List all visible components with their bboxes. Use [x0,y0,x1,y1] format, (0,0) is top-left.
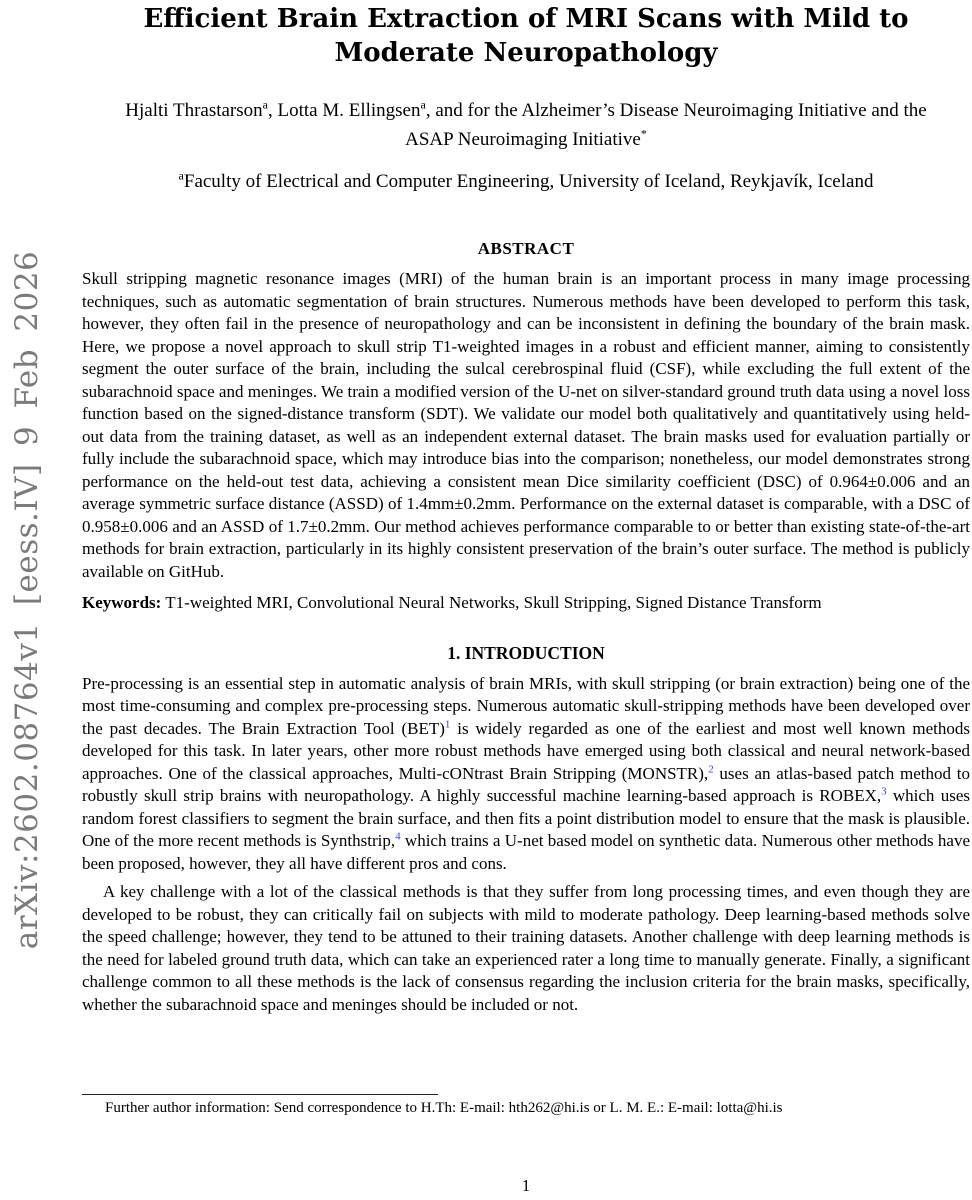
paper-title: Efficient Brain Extraction of MRI Scans with Mild to Moderate Neuropathology [143,4,909,68]
keywords-text: T1-weighted MRI, Convolutional Neural Networks, Skull Stripping, Signed Distance Transform [161,593,822,612]
citation-link-1[interactable]: 1 [444,717,451,730]
author-name-1: Hjalti Thrastarson [125,100,263,121]
footnote-area [82,1094,970,1118]
section-heading-introduction: 1. INTRODUCTION [447,642,605,663]
keywords-label: Keywords: [82,593,162,612]
author-footnote-asterisk: * [640,126,647,141]
citation-link-4[interactable]: 4 [395,830,401,843]
affiliation-text: Faculty of Electrical and Computer Engineering, University of Iceland, Reykjavík, Iceland [183,171,874,192]
footnote-rule [82,1094,438,1095]
author-affiliation-sup-2: a [420,97,426,112]
intro-p1-text-4: which uses random forest classifiers to segment the brain surface, and then fits a point distribution model to ensure that the mask is plausible. One of the more recent methods is Synthstrip, [82,786,970,850]
citation-link-2[interactable]: 2 [708,762,714,775]
footnote-text: Further author information: Send correspondence to H.Th: E-mail: hth262@hi.is or L. M. E.: E-mail: lotta@hi.is [105,1100,783,1116]
intro-p1-text-2: is widely regarded as one of the earliest and most well known methods developed for this task. In later years, other more robust methods have emerged using both classical and neural network-based approaches. One of the classical approaches, Multi-cONtrast Brain Stripping (MONSTR), [82,718,970,783]
citation-link-3[interactable]: 3 [881,785,887,798]
author-line [113,96,939,154]
intro-paragraph-2: A key challenge with a lot of the classical methods is that they suffer from long processing times, and even though they are developed to be robust, they can critically fail on subjects with mild to moderate pathology. Deep learning-based methods solve the speed challenge; however, they tend to be attuned to their training datasets. Another challenge with deep learning methods is the need for labeled ground truth data, which can take an experienced rater a long time to manually generate. Finally, a significant challenge common to all these methods is the lack of consensus regarding the inclusion criteria for the brain masks, specifically, whether the subarachnoid space and meninges should be included or not. [82,882,970,1014]
intro-p1-text-3: uses an atlas-based patch method to robustly skull strip brains with neuropathology. A highly successful machine learning-based approach is ROBEX, [82,763,970,805]
abstract-text: Skull stripping magnetic resonance images (MRI) of the human brain is an important process in many image processing techniques, such as automatic segmentation of brain structures. Numerous methods have been developed to perform this task, however, they often fail in the presence of neuropathology and can be inconsistent in defining the boundary of the brain mask. Here, we propose a novel approach to skull strip T1-weighted images in a robust and efficient manner, aiming to consistently segment the outer surface of the brain, including the sulcal cerebrospinal fluid (CSF), while excluding the full extent of the subarachnoid space and meninges. We train a modified version of the U-net on silver-standard ground truth data using a novel loss function based on the signed-distance transform (SDT). We validate our model both qualitatively and quantitatively using held-out data from the training dataset, as well as an independent external dataset. The brain masks used for evaluation partially or fully include the subarachnoid space, which may introduce bias into the comparison; nonetheless, our model demonstrates strong performance on the held-out test data, achieving a consistent mean Dice similarity coefficient (DSC) of 0.964±0.006 and an average symmetric surface distance (ASSD) of 1.4mm±0.2mm. Performance on the external dataset is comparable, with a DSC of 0.958±0.006 and an ASSD of 1.7±0.2mm. Our method achieves performance comparable to or better than existing state-of-the-art methods for brain extraction, particularly in its highly consistent preservation of the brain’s outer surface. The method is publicly available on GitHub. [82,269,970,581]
affiliation-sup: a [178,168,184,183]
author-line-rest: , and for the Alzheimer’s Disease Neuroimaging Initiative and the ASAP Neuroimaging Initiative [405,100,927,150]
affiliation-line [82,169,970,195]
intro-p1-text-5: which trains a U-net based model on synthetic data. Numerous other methods have been proposed, however, they all have different pros and cons. [82,831,970,873]
paper-content [82,0,970,1016]
keywords-line [82,592,970,615]
arxiv-watermark: arXiv:2602.08764v1 [eess.IV] 9 Feb 2026 [9,250,45,950]
intro-paragraph-1 [82,673,970,876]
page-number: 1 [521,1176,531,1195]
abstract-heading: ABSTRACT [477,239,575,258]
intro-p1-text-1: Pre-processing is an essential step in automatic analysis of brain MRIs, with skull stripping (or brain extraction) being one of the most time-consuming and complex pre-processing steps. Numerous automatic skull-stripping methods have been developed over the past decades. The Brain Extraction Tool (BET) [82,673,970,738]
author-affiliation-sup-1: a [262,97,268,112]
author-name-2: , Lotta M. Ellingsen [267,100,421,121]
